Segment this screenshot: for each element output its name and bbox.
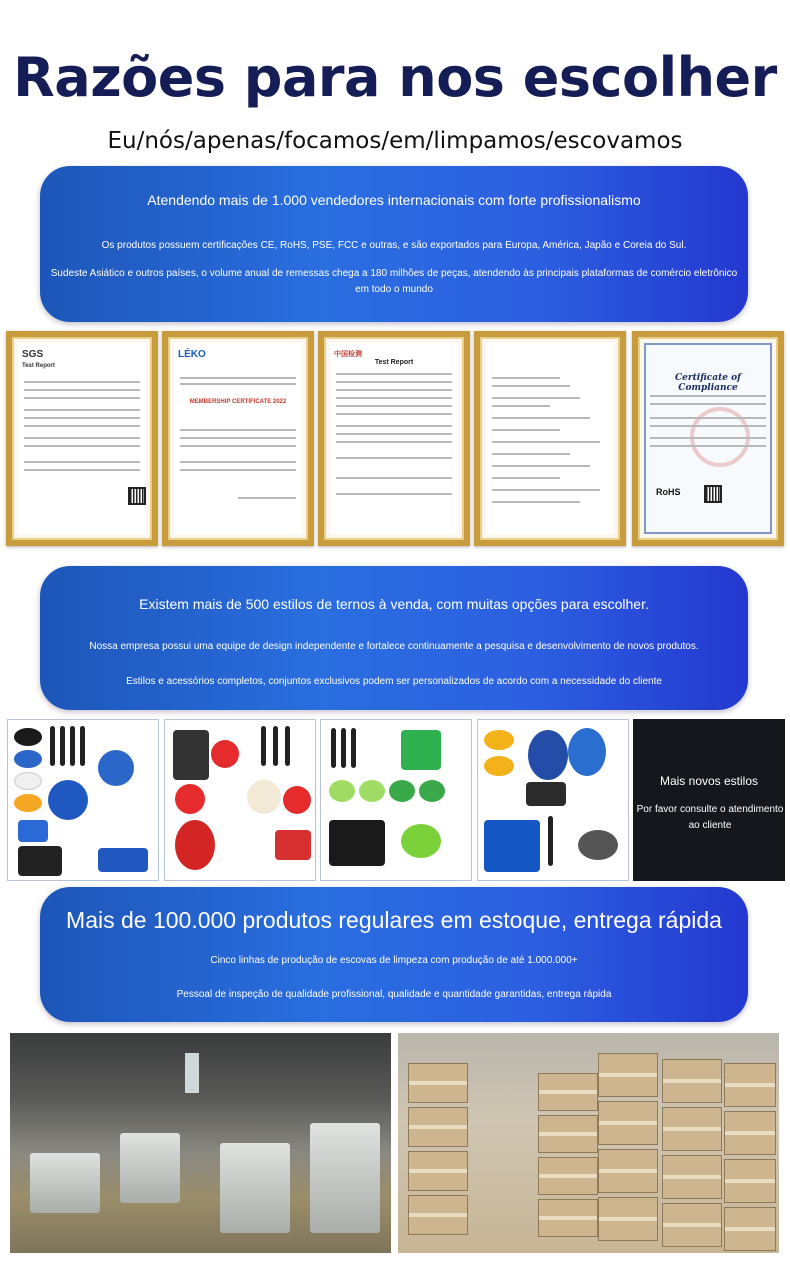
stock-panel (40, 887, 748, 1022)
stock-text-2: Pessoal de inspeção de qualidade profissional, qualidade e quantidade garantidas, entrega rápida (176, 989, 612, 1000)
page-subtitle: Eu/nós/apenas/focamos/em/limpamos/escovamos (107, 128, 683, 154)
certificate-title: Certificate of Compliance (675, 373, 741, 393)
certifications-text-1: Os produtos possuem certificações CE, RoHS, PSE, FCC e outras, e são exportados para Europa, América, Japão e Coreia do Sul. (101, 240, 687, 251)
qr-code-icon (704, 485, 722, 503)
warehouse-photo (398, 1033, 779, 1253)
stock-heading: Mais de 100.000 produtos regulares em estoque, entrega rápida (66, 907, 722, 933)
more-styles-note: Por favor consulte o atendimento ao cliente (636, 804, 784, 831)
certificate-logo: SGS (22, 349, 44, 360)
stock-text-1: Cinco linhas de produção de escovas de limpeza com produção de até 1.000.000+ (210, 955, 578, 966)
certificate-compliance-doc (474, 331, 626, 546)
factory-photo (10, 1033, 391, 1253)
styles-heading: Existem mais de 500 estilos de ternos à venda, com muitas opções para escolher. (139, 596, 649, 612)
certificate-logo: LÉKO (178, 349, 206, 360)
rohs-mark: RoHS (656, 487, 681, 497)
styles-text-1: Nossa empresa possui uma equipe de design independente e fortalece continuamente a pesquisa e desenvolvimento de novos produtos. (89, 641, 699, 652)
more-styles-title: Mais novos estilos (659, 774, 759, 788)
styles-panel (40, 566, 748, 710)
certifications-text-2: Sudeste Asiático e outros países, o volume anual de remessas chega a 180 milhões de peças, atendendo às principais plataformas de comércio eletrônico em todo o mundo (50, 268, 738, 295)
certificate-title: Test Report (22, 363, 55, 369)
certificate-title: Test Report (374, 359, 414, 366)
product-tile-green-kit[interactable] (320, 719, 472, 881)
styles-text-2: Estilos e acessórios completos, conjuntos exclusivos podem ser personalizados de acordo com a necessidade do cliente (126, 676, 662, 687)
certificate-membership (162, 331, 314, 546)
certificate-test-report (318, 331, 470, 546)
certificate-sgs (6, 331, 158, 546)
product-tile-bucket-kit[interactable] (477, 719, 629, 881)
certifications-heading: Atendendo mais de 1.000 vendedores internacionais com forte profissionalismo (147, 192, 641, 208)
certificate-title: MEMBERSHIP CERTIFICATE 2022 (189, 399, 287, 405)
certifications-panel (40, 166, 748, 322)
more-styles-tile[interactable] (633, 719, 785, 881)
product-tile-blue-kit[interactable] (7, 719, 159, 881)
certificate-rohs (632, 331, 784, 546)
page-title: Razões para nos escolher (13, 46, 777, 109)
qr-code-icon (128, 487, 146, 505)
certificate-logo: 中国检测 (334, 351, 362, 358)
product-tile-red-kit[interactable] (164, 719, 316, 881)
